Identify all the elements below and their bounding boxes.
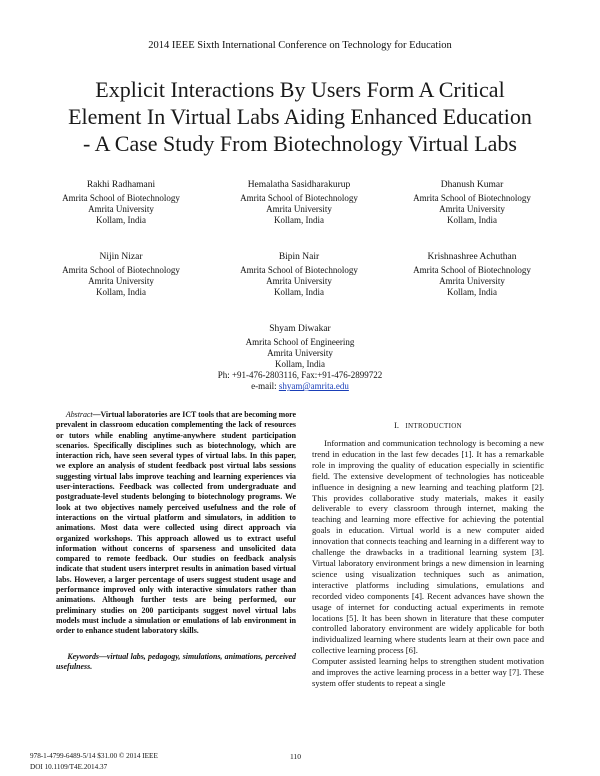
paper-title xyxy=(40,76,560,157)
section-title: INTRODUCTION xyxy=(405,422,462,430)
author-name: Nijin Nizar xyxy=(99,252,143,262)
author-organization: Amrita University xyxy=(439,204,505,214)
keywords xyxy=(56,652,296,673)
paragraph xyxy=(312,438,544,656)
author-email-line xyxy=(180,381,420,392)
author-affiliation: Amrita School of Biotechnology xyxy=(62,265,180,275)
author-organization: Amrita University xyxy=(88,276,154,286)
email-label: e-mail: xyxy=(251,381,279,391)
author-organization: Amrita University xyxy=(267,348,333,358)
author-location: Kollam, India xyxy=(447,287,497,297)
author-block xyxy=(377,180,567,226)
author-affiliation: Amrita School of Biotechnology xyxy=(413,193,531,203)
author-location: Kollam, India xyxy=(274,215,324,225)
abstract-body: —Virtual laboratories are ICT tools that are becoming more prevalent in classroom education complementing the lack of resources or tutors while enabling anytime-anywhere student participation scenarios. Specifically disciplines such as biotechnology, which are interaction rich, have seen several types of virtual labs. In this paper, we explore an analysis of student feedback post virtual labs sessions suggesting virtual labs improve teaching and learning experiences via user-interactions. Feedback was collected from undergraduate and postgraduate-level students belonging to biotechnology programs. We look at two objectives namely perceived usefulness and the role of interactions on the virtual platform and simulators, in addition to animations. Most data were collected using direct approach via organized workshops. This approach allowed us to extract useful information without concerns of sparseness and unsolicited data compared to remote feedback. Our studies on feedback analysis indicate that student users interpret results in animation based virtual labs. However, a larger percentage of users suggest student usage and performance improved only with interactive simulators rather than animations. Although further tests are being performed, our preliminary studies on 200 participants suggest novel virtual labs models must include a simulation or emulations of lab environment in order to enhance student laboratory skills. xyxy=(56,410,297,636)
author-location: Kollam, India xyxy=(96,287,146,297)
section-heading xyxy=(312,420,544,430)
author-phone: Ph: +91-476-2803116, Fax:+91-476-2899722 xyxy=(217,370,383,380)
author-name: Hemalatha Sasidharakurup xyxy=(247,180,351,190)
author-name: Krishnashree Achuthan xyxy=(427,252,517,262)
section-number: I. xyxy=(394,420,400,430)
paragraph-text: Information and communication technology is becoming a new trend in education in the last few decades [1]. It has a remarkable role in improving the quality of education especially in scientific field. The extensive development of technologies has noticeable influence in designing a new learning and teaching platform [2]. This provides collaborative study materials, makes it easily deliverable to every classroom through internet, making the teaching and learning more effective for achieving the potential goals in education. Virtual world is a new computer aided innovation that connects teaching and learning in a different way to challenge the drawbacks in a traditional learning system [3]. Virtual laboratory environment brings a new dimension in learning science using visualization techniques such as animation, interactive platforms including simulations, emulations and recorded video components [4]. Recent advances have shown the usage of internet for conducting actual experiments in remote locations [5]. It has been shown in literature that these computer controlled laboratory environment are widely applicable for both individualized learning where students learn at their own pace and collective learning process [6]. xyxy=(312,438,545,656)
author-location: Kollam, India xyxy=(275,359,325,369)
author-block xyxy=(204,252,394,298)
abstract-label: Abstract xyxy=(65,410,93,419)
paragraph xyxy=(312,656,544,689)
author-name: Rakhi Radhamani xyxy=(86,180,156,190)
corresponding-author-block xyxy=(180,324,420,392)
author-block xyxy=(26,180,216,226)
introduction-text xyxy=(312,438,544,689)
author-affiliation: Amrita School of Biotechnology xyxy=(240,265,358,275)
author-name: Dhanush Kumar xyxy=(440,180,504,190)
author-affiliation: Amrita School of Biotechnology xyxy=(240,193,358,203)
author-organization: Amrita University xyxy=(439,276,505,286)
author-organization: Amrita University xyxy=(266,276,332,286)
keywords-text: Keywords—virtual labs, pedagogy, simulations, animations, perceived usefulness. xyxy=(56,652,296,672)
author-location: Kollam, India xyxy=(274,287,324,297)
author-organization: Amrita University xyxy=(88,204,154,214)
author-affiliation: Amrita School of Biotechnology xyxy=(62,193,180,203)
footer-isbn: 978-1-4799-6489-5/14 $31.00 © 2014 IEEE xyxy=(30,752,158,760)
author-organization: Amrita University xyxy=(266,204,332,214)
footer-doi: DOI 10.1109/T4E.2014.37 xyxy=(30,763,108,771)
abstract xyxy=(56,410,296,637)
author-location: Kollam, India xyxy=(96,215,146,225)
author-block xyxy=(377,252,567,298)
title-line: Explicit Interactions By Users Form A Critical xyxy=(95,77,505,102)
author-affiliation: Amrita School of Engineering xyxy=(245,337,355,347)
author-name: Shyam Diwakar xyxy=(269,324,331,334)
author-name: Bipin Nair xyxy=(278,252,320,262)
title-line: Element In Virtual Labs Aiding Enhanced Education xyxy=(68,104,532,129)
author-block xyxy=(204,180,394,226)
conference-header: 2014 IEEE Sixth International Conference on Technology for Education xyxy=(148,40,452,51)
email-link[interactable]: shyam@amrita.edu xyxy=(278,381,349,391)
page-number: 110 xyxy=(290,752,301,761)
author-location: Kollam, India xyxy=(447,215,497,225)
author-affiliation: Amrita School of Biotechnology xyxy=(413,265,531,275)
paragraph-text: Computer assisted learning helps to strengthen student motivation and improves the active learning process in a better way [7]. These system offer students to repeat a single xyxy=(312,656,544,688)
author-block xyxy=(26,252,216,298)
title-line: - A Case Study From Biotechnology Virtual Labs xyxy=(83,131,517,156)
